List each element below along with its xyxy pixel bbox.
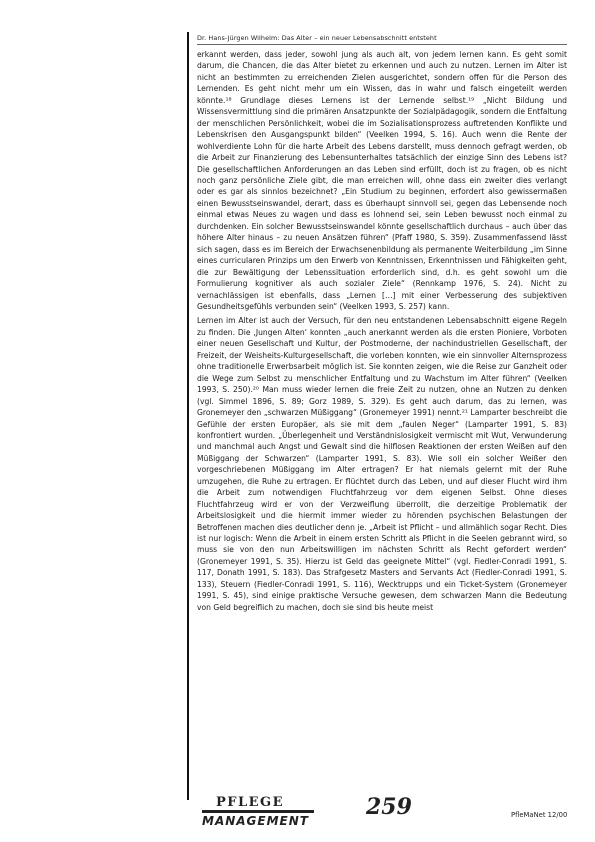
vertical-rule xyxy=(187,32,189,800)
header-divider xyxy=(197,44,567,45)
logo-bar xyxy=(202,810,314,813)
article-body xyxy=(197,49,567,613)
logo-wordmark-top: PFLEGE xyxy=(216,795,285,810)
issue-label: PfleMaNet 12/00 xyxy=(511,811,568,819)
logo-wordmark-bottom: MANAGEMENT xyxy=(202,814,309,828)
pflege-management-logo xyxy=(202,795,322,839)
running-head: Dr. Hans-Jürgen Wilhelm: Das Alter – ein neuer Lebensabschnitt entsteht xyxy=(197,34,437,42)
page-number: 259 xyxy=(366,794,412,820)
paragraph: erkannt werden, dass jeder, sowohl jung als auch alt, von jedem lernen kann. Es geht somit darum, die Chancen, die das Alter bietet zu erkennen und auch zu nutzen. Lernen im Alter ist nicht an bestimmten zu erreichenden Zielen ausgerichtet, sondern offen für die Person des Lernenden. Es geht nicht mehr um ein Wissen, das in wahr und falsch eingeteilt werden könnte.¹⁸ Grundlage dieses Lernens ist der Lernende selbst.¹⁹ „Nicht Bildung und Wissensvermittlung sind die primären Ansatzpunkte der Sozialpädagogik, sondern die Entfaltung der menschlichen Persönlichkeit, wobei die im Sozialisationsprozess auftretenden Konflikte und Lebenskrisen den Ausgangspunkt bilden“ (Veelken 1994, S. 16). Auch wenn die Rente der wohlverdiente Lohn für die harte Arbeit des Lebens darstellt, muss dennoch gefragt werden, ob die Arbeit zur Finanzierung des Lebensunterhaltes tatsächlich der einzige Sinn des Lebens ist? Die gesellschaftlichen Anforderungen an das Leben sind erfüllt, doch ist zu fragen, ob es nicht noch ganz persönliche Ziele gibt, die man erreichen will, ohne dass ein zweiter dies verlangt oder es gar als sinnlos bezeichnet? „Ein Studium zu beginnen, erfordert also gewissermaßen einen Bewusstseinswandel, derart, dass es überhaupt sinnvoll sei, gegen das Lebensende noch einmal etwas Neues zu wagen und dass es lohnend sei, sein Leben bewusst noch einmal zu durchdenken. Ein solcher Bewusstseinswandel könnte gesellschaftlich durchaus – auch über das höhere Alter hinaus – zu neuen Ansätzen führen“ (Pfaff 1980, S. 359). Zusammenfassend lässt sich sagen, dass es im Bereich der Erwachsenenbildung als permanente Weiterbildung „im Sinne eines curricularen Prinzips um den Erwerb von Kenntnissen, Erkenntnissen und Fähigkeiten geht, die zur Bewältigung der Lebenssituation erforderlich sind, d.h. es geht sowohl um die Formulierung kognitiver als auch sozialer Ziele“ (Rennkamp 1976, S. 24). Nicht zu vernachlässigen ist ebenfalls, dass „Lernen […] mit einer Verbesserung des subjektiven Gesundheitsgefühls verbunden sein“ (Veelken 1993, S. 257) kann. xyxy=(197,50,567,311)
paragraph: Lernen im Alter ist auch der Versuch, für den neu entstandenen Lebensabschnitt eigene Regeln zu finden. Die ‚Jungen Alten‘ konnten „auch anerkannt werden als die ersten Pioniere, Vorboten einer neuen Gesellschaft und Kultur, der Postmoderne, der nachindustriellen Gesellschaft, der Freizeit, der Weisheits-Kulturgesellschaft, die vorleben konnten, wie ein sinnvoller Alternsprozess ohne traditionelle Erwerbsarbeit möglich ist. Sie konnten zeigen, wie die Reise zur Ganzheit oder die Wege zum Selbst zu menschlicher Entfaltung und zu Wachstum im Alter führen“ (Veelken 1993, S. 250).²⁰ Man muss wieder lernen die freie Zeit zu nutzen, ohne an Nutzen zu denken (vgl. Simmel 1896, S. 89; Gorz 1989, S. 329). Es geht auch darum, das zu lernen, was Gronemeyer den „schwarzen Müßiggang“ (Gronemeyer 1991) nennt.²¹ Lamparter beschreibt die Gefühle der ersten Europäer, als sie mit dem „faulen Neger“ (Lamparter 1991, S. 83) konfrontiert wurden. „Überlegenheit und Verständnislosigkeit vermischt mit Wut, Verwunderung und manchmal auch Angst und Gewalt sind die hilflosen Reaktionen der ersten Weißen auf den Müßiggang der Schwarzen“ (Lamparter 1991, S. 83). Wie soll ein solcher Weißer den vorgeschriebenen Müßiggang im Alter ertragen? Er hat niemals gelernt mit der Ruhe umzugehen, die Ruhe zu ertragen. Er flüchtet durch das Leben, und auf dieser Flucht wird ihm die Arbeit zum notwendigen Fluchtfahrzeug vor dem eigenen Selbst. Ohne dieses Fluchtfahrzeug wird er von der Verzweiflung überrollt, die derzeitige Problematik der Arbeitslosigkeit und die hiermit immer wieder zu hörenden psychischen Belastungen der Betroffenen machen dies deutlicher denn je. „Arbeit ist Pflicht – und allmählich sogar Recht. Dies ist nur logisch: Wenn die Arbeit in einem ersten Schritt als Pflicht in die Seelen gebrannt wird, so muss sie von den nun Arbeitswilligen im nächsten Schritt als Recht gefordert werden“ (Gronemeyer 1991, S. 35). Hierzu ist Geld das geeignete Mittel“ (vgl. Fiedler-Conradi 1991, S. 117, Donath 1991, S. 183). Das Strafgesetz Masters and Servants Act (Fiedler-Conradi 1991, S. 133), Steuern (Fiedler-Conradi 1991, S. 116), Wecktrupps und ein Ticket-System (Gronemeyer 1991, S. 45), sind einige praktische Versuche gewesen, dem schwarzen Mann die Bedeutung von Geld begreiflich zu machen, doch sie sind bis heute meist xyxy=(197,316,567,612)
